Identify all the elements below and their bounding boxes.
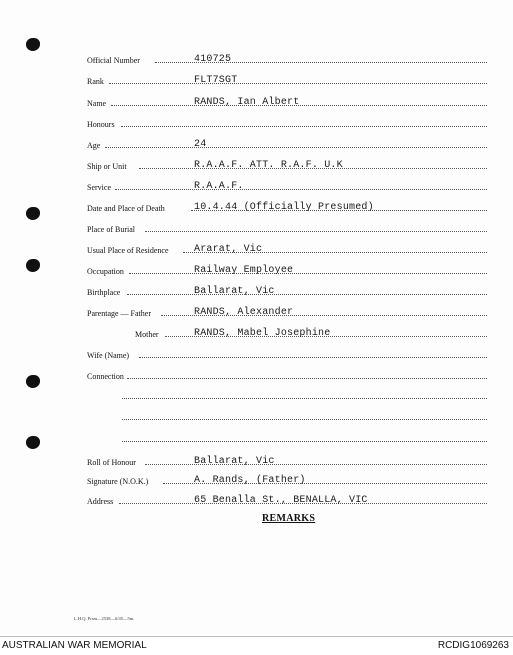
dotted-line	[109, 83, 487, 84]
field-label: Birthplace	[87, 288, 121, 297]
field-honours	[87, 115, 487, 129]
field-value: Ararat, Vic	[194, 244, 263, 255]
field-place-of-burial	[87, 220, 487, 234]
dotted-line	[105, 147, 487, 148]
field-value: RANDS, Alexander	[194, 307, 294, 318]
field-usual-residence	[87, 241, 487, 255]
field-label: Mother	[135, 330, 159, 339]
field-connection	[87, 367, 487, 381]
punch-hole-icon	[26, 375, 40, 388]
field-label: Place of Burial	[87, 225, 135, 234]
punch-hole-icon	[26, 436, 40, 449]
field-value: 410725	[194, 54, 232, 65]
field-value: FLT7SGT	[194, 75, 238, 86]
field-wife	[87, 346, 487, 360]
field-label: Official Number	[87, 56, 140, 65]
field-parentage-mother	[87, 325, 487, 339]
dotted-line	[121, 126, 487, 127]
field-official-number	[87, 51, 487, 65]
field-ship-or-unit	[87, 157, 487, 171]
field-parentage-father	[87, 304, 487, 318]
field-value: R.A.A.F.	[194, 181, 244, 192]
footer-source: AUSTRALIAN WAR MEMORIAL	[2, 640, 147, 651]
dotted-line	[145, 231, 487, 232]
field-value: 65 Benalla St., BENALLA, VIC	[194, 495, 368, 506]
dotted-line	[127, 294, 487, 295]
field-label: Roll of Honour	[87, 458, 136, 467]
field-value: Ballarat, Vic	[194, 456, 275, 467]
field-label: Date and Place of Death	[87, 204, 165, 213]
field-address	[87, 492, 487, 506]
field-label: Rank	[87, 77, 104, 86]
field-birthplace	[87, 283, 487, 297]
field-value: RANDS, Mabel Josephine	[194, 328, 331, 339]
field-value: A. Rands, (Father)	[194, 475, 306, 486]
field-label: Wife (Name)	[87, 351, 130, 360]
field-label: Parentage — Father	[87, 309, 151, 318]
dotted-line	[127, 378, 487, 379]
dotted-line	[129, 273, 487, 274]
punch-hole-icon	[26, 207, 40, 220]
field-label: Honours	[87, 120, 115, 129]
field-label: Age	[87, 141, 101, 150]
footer-record-id: RCDIG1069263	[437, 640, 509, 651]
field-value: RANDS, Ian Albert	[194, 97, 300, 108]
field-value: 24	[194, 139, 207, 150]
field-label: Occupation	[87, 267, 124, 276]
printer-imprint: L.H.Q. Prsm—2538—6/45—5m.	[74, 616, 135, 621]
field-occupation	[87, 262, 487, 276]
field-label: Address	[87, 497, 114, 506]
field-label: Usual Place of Residence	[87, 246, 169, 255]
punch-hole-icon	[26, 259, 40, 272]
field-label: Service	[87, 183, 111, 192]
punch-hole-icon	[26, 38, 40, 51]
field-value: R.A.A.F. ATT. R.A.F. U.K	[194, 160, 343, 171]
connection-blank-line	[122, 419, 487, 420]
field-label: Connection	[87, 372, 124, 381]
field-label: Name	[87, 99, 107, 108]
dotted-line	[139, 357, 487, 358]
dotted-line	[115, 189, 487, 190]
archive-footer	[0, 636, 513, 655]
field-signature-nok	[87, 472, 487, 486]
field-value: Ballarat, Vic	[194, 286, 275, 297]
field-date-place-death	[87, 199, 487, 213]
field-roll-of-honour	[87, 453, 487, 467]
field-service	[87, 178, 487, 192]
field-name	[87, 94, 487, 108]
field-age	[87, 136, 487, 150]
field-rank	[87, 72, 487, 86]
remarks-heading: REMARKS	[262, 513, 316, 524]
field-value: Railway Employee	[194, 265, 294, 276]
connection-blank-line	[122, 441, 487, 442]
field-label: Ship or Unit	[87, 162, 127, 171]
connection-blank-line	[122, 398, 487, 399]
field-value: 10.4.44 (Officially Presumed)	[194, 202, 374, 213]
field-label: Signature (N.O.K.)	[87, 477, 149, 486]
